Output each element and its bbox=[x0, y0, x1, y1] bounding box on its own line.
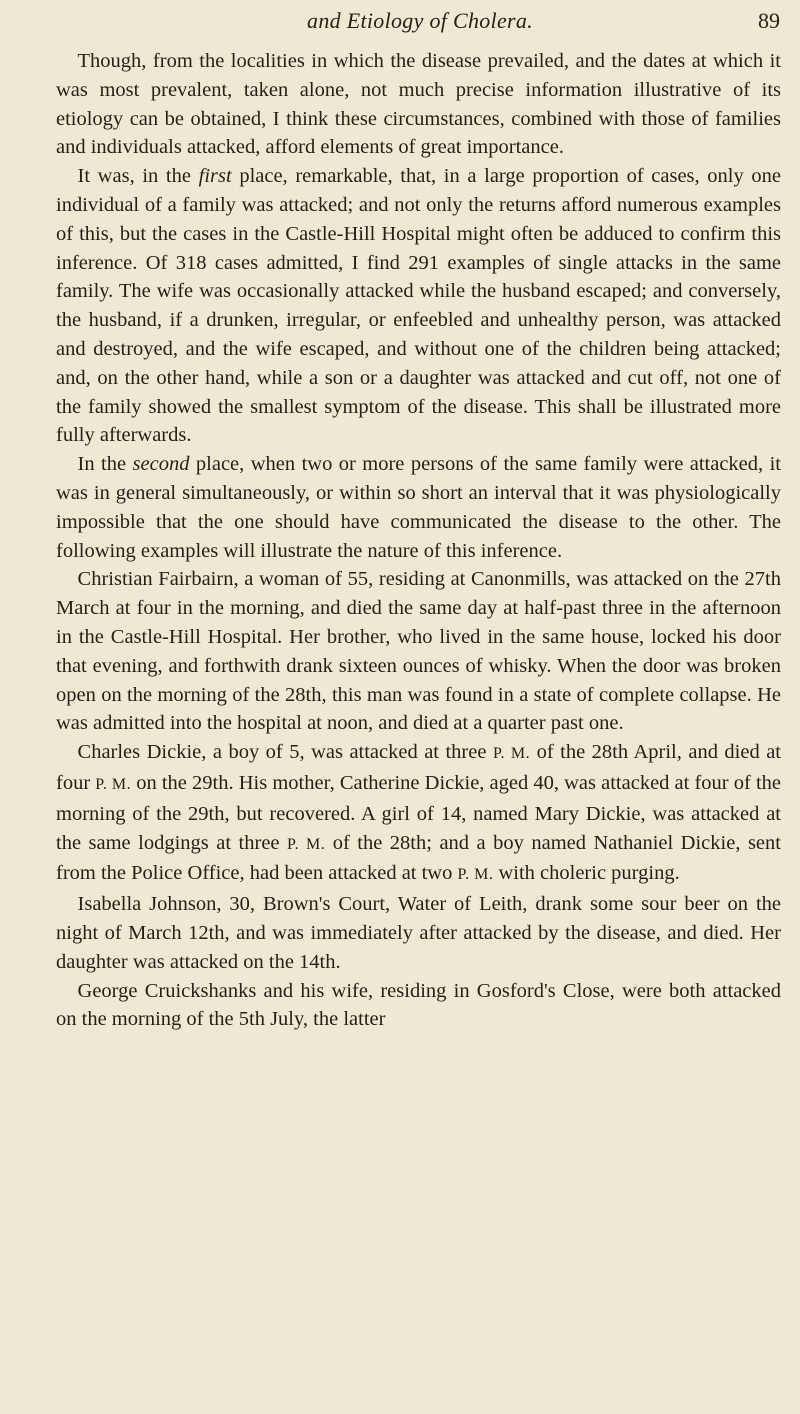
paragraph-text: place, remarkable, that, in a large proportion of cases, only one individual of a family was attacked; and not only the returns afford numerous examples of this, but the cases in the Castle-Hill Hospital might often be adduced to confirm this inference. Of 318 cases admitted, I find 291 examples of single attacks in the same family. The wife was occasionally attacked while the husband escaped; and conversely, the husband, if a drunken, irregular, or enfeebled and unhealthy person, was attacked and destroyed, and the wife escaped, and without one of the children being attacked; and, on the other hand, while a son or a daughter was attacked and cut off, not one of the family showed the smallest symptom of the disease. This shall be illustrated more fully afterwards. bbox=[56, 165, 781, 447]
time-abbreviation: P. M. bbox=[457, 866, 494, 884]
paragraph-text: with choleric purging. bbox=[493, 862, 680, 885]
page-header bbox=[60, 8, 780, 38]
paragraph-text: place, when two or more persons of the same family were attacked, it was in general simultaneously, or within so short an interval that it was physiologically impossible that the one should have communicated the disease to the other. The following examples will illustrate the nature of this inference. bbox=[56, 453, 781, 562]
page-number: 89 bbox=[758, 8, 780, 33]
time-abbreviation: P. M. bbox=[287, 835, 326, 853]
paragraph bbox=[56, 890, 781, 976]
emphasis-word: second bbox=[132, 453, 190, 476]
paragraph-text: In the bbox=[77, 453, 133, 476]
paragraph-text: Isabella Johnson, 30, Brown's Court, Water of Leith, drank some sour beer on the night of March 12th, and was immediately after attacked by the disease, and died. Her daughter was attacked on the 14th. bbox=[56, 893, 781, 973]
paragraph-text: Charles Dickie, a boy of 5, was attacked at three bbox=[77, 741, 493, 764]
body-text bbox=[56, 47, 781, 1034]
paragraph bbox=[56, 977, 781, 1035]
running-title: and Etiology of Cholera. bbox=[307, 8, 533, 33]
paragraph-text: It was, in the bbox=[77, 165, 199, 188]
time-abbreviation: P. M. bbox=[492, 745, 531, 763]
emphasis-word: first bbox=[198, 165, 232, 188]
paragraph bbox=[56, 162, 781, 450]
paragraph-text: Though, from the localities in which the disease prevailed, and the dates at which it was most prevalent, taken alone, not much precise information illustrative of its etiology can be obtained, I think these circumstances, combined with those of families and individuals attacked, afford elements of great importance. bbox=[56, 50, 781, 159]
paragraph bbox=[56, 47, 781, 162]
paragraph-text: of the 28th; and a boy named Nathaniel Dickie, sent from the Police Office, had been attacked at two bbox=[56, 831, 781, 885]
paragraph bbox=[56, 565, 781, 738]
paragraph bbox=[56, 738, 781, 890]
paragraph-text: George Cruickshanks and his wife, residing in Gosford's Close, were both attacked on the morning of the 5th July, the latter bbox=[56, 979, 781, 1031]
paragraph bbox=[56, 450, 781, 565]
paragraph-text: of the 28th April, and died at four bbox=[56, 741, 781, 794]
time-abbreviation: P. M. bbox=[95, 775, 132, 793]
paragraph-text: Christian Fairbairn, a woman of 55, residing at Canonmills, was attacked on the 27th March at four in the morning, and died the same day at half-past three in the afternoon in the Castle-Hill Hospital. Her brother, who lived in the same house, locked his door that evening, and forthwith drank sixteen ounces of whisky. When the door was broken open on the morning of the 28th, this man was found in a state of complete collapse. He was admitted into the hospital at noon, and died at a quarter past one. bbox=[56, 568, 781, 735]
paragraph-text: on the 29th. His mother, Catherine Dickie, aged 40, was attacked at four of the morning of the 29th, but recovered. A girl of 14, named Mary Dickie, was attacked at the same lodgings at three bbox=[56, 771, 781, 854]
